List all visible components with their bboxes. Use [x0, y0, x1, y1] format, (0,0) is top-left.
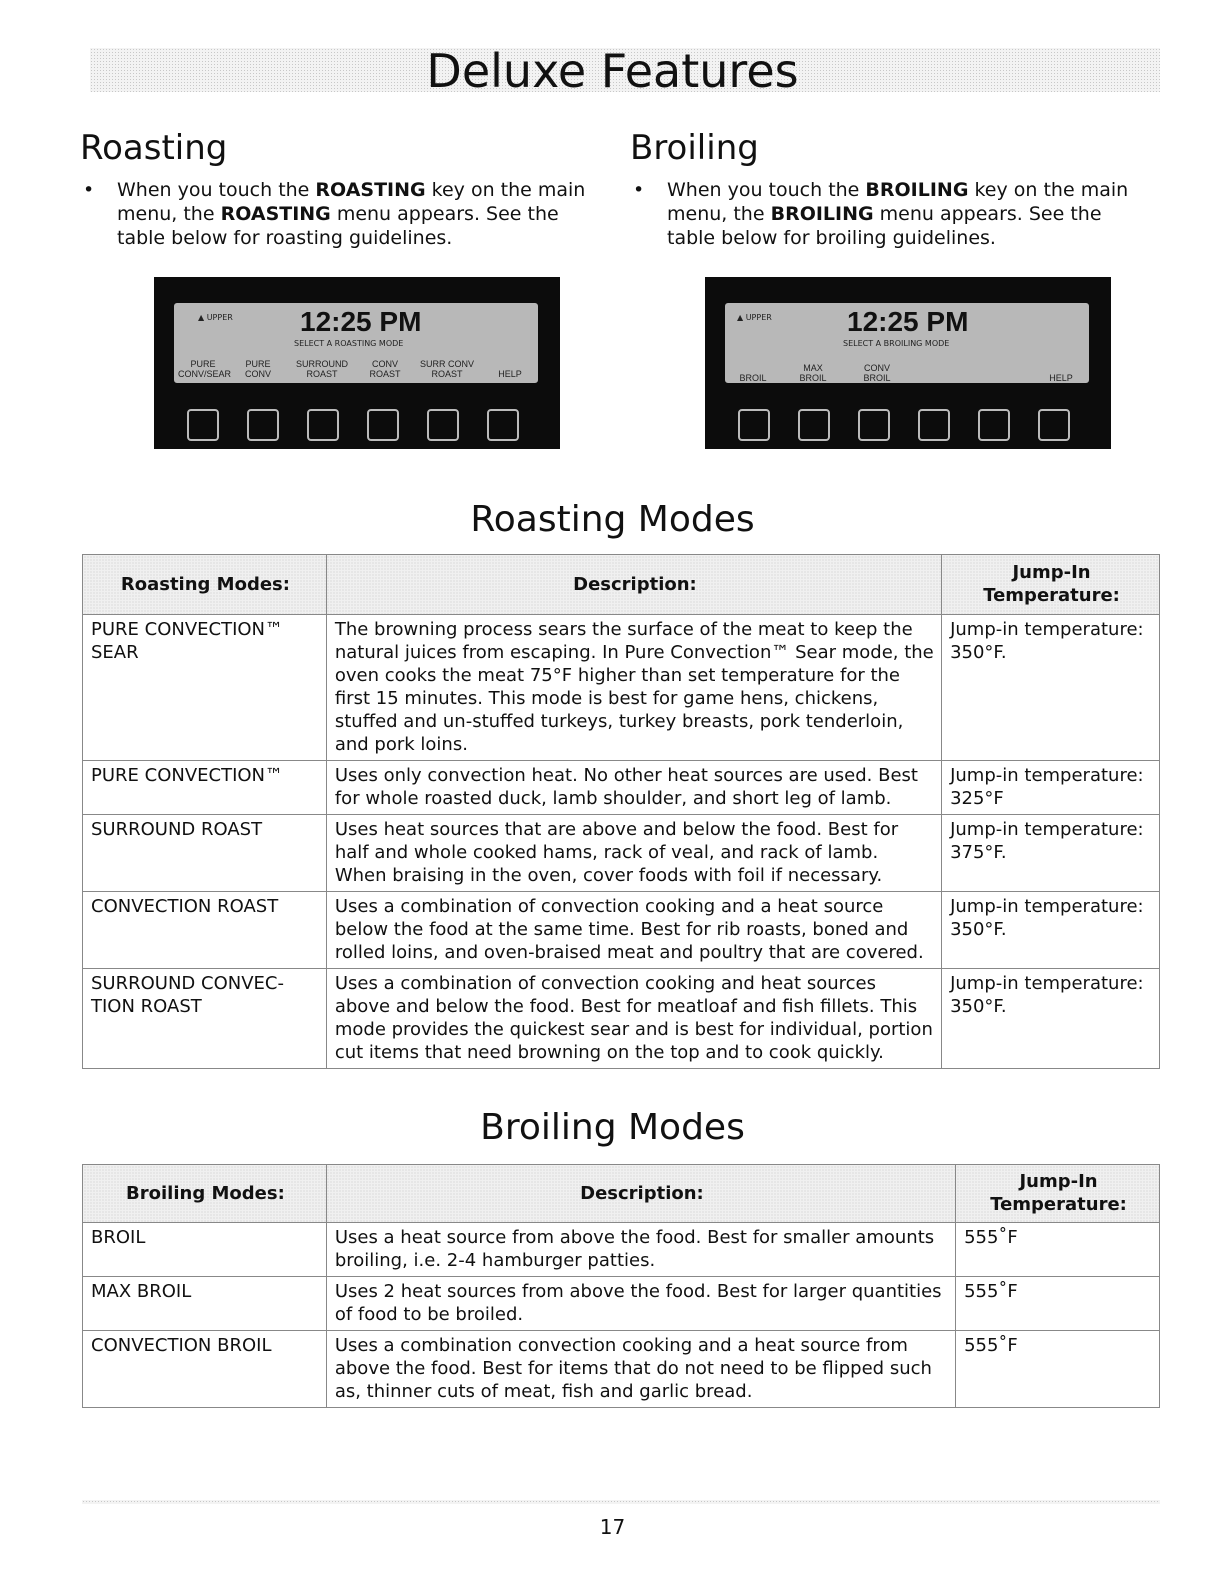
temperature-cell: 555˚F: [956, 1223, 1160, 1277]
upper-oven-indicator: ▲ UPPER: [198, 313, 233, 322]
softkey-button-6[interactable]: [1038, 409, 1070, 441]
column-header-description: Description:: [326, 555, 941, 615]
mode-cell: MAX BROIL: [83, 1277, 327, 1331]
mode-cell: CONVECTION ROAST: [83, 892, 327, 969]
roasting-control-panel: [154, 277, 560, 449]
description-cell: Uses only convection heat. No other heat sources are used. Best for whole roasted duck, lamb shoulder, and short leg of lamb.: [326, 761, 941, 815]
broiling-modes-table: [82, 1164, 1160, 1408]
table-row: [83, 761, 1160, 815]
table-row: [83, 1277, 1160, 1331]
page-title: Deluxe Features: [426, 44, 799, 98]
table-row: [83, 892, 1160, 969]
description-cell: Uses a combination of convection cooking and a heat source below the food at the same time. Best for rib roasts, boned and rolled loins, and oven-braised meat and poultry that are covered.: [326, 892, 941, 969]
description-cell: Uses 2 heat sources from above the food. Best for larger quantities of food to be broiled.: [326, 1277, 955, 1331]
column-header-mode: Broiling Modes:: [83, 1165, 327, 1223]
broiling-bullet: • When you touch the BROILING key on the main menu, the BROILING menu appears. See the table below for broiling guidelines.: [633, 179, 1129, 249]
table-row: [83, 615, 1160, 761]
table-row: [83, 969, 1160, 1069]
roasting-heading: Roasting: [80, 128, 228, 168]
bullet-dot-icon: •: [633, 179, 645, 201]
table-row: [83, 1331, 1160, 1408]
select-mode-prompt: SELECT A BROILING MODE: [843, 339, 950, 348]
roasting-modes-table: [82, 554, 1160, 1069]
column-header-mode: Roasting Modes:: [83, 555, 327, 615]
table-header-row: [83, 1165, 1160, 1223]
footer-divider: [82, 1500, 1160, 1504]
broiling-heading: Broiling: [630, 128, 759, 168]
softkey-label-conv-roast: CONV ROAST: [369, 359, 401, 379]
temperature-cell: Jump-in temperature: 350°F.: [942, 615, 1160, 761]
softkey-label-pure-conv: PURE CONV: [244, 359, 271, 379]
roasting-bullet: • When you touch the ROASTING key on the main menu, the ROASTING menu appears. See the table below for roasting guidelines.: [83, 179, 586, 249]
softkey-label-max-broil: MAX BROIL: [799, 363, 827, 383]
bullet-dot-icon: •: [83, 179, 95, 201]
description-cell: Uses a heat source from above the food. Best for smaller amounts broiling, i.e. 2-4 hamburger patties.: [326, 1223, 955, 1277]
mode-cell: SURROUND CONVEC- TION ROAST: [83, 969, 327, 1069]
mode-cell: PURE CONVECTION™: [83, 761, 327, 815]
description-cell: The browning process sears the surface of the meat to keep the natural juices from escaping. In Pure Convection™ Sear mode, the oven cooks the meat 75°F higher than set temperature for the first 15 minutes. This mode is best for game hens, chickens, stuffed and un-stuffed turkeys, turkey breasts, pork tenderloin, and pork loins.: [326, 615, 941, 761]
softkey-label-help: HELP: [498, 369, 522, 379]
select-mode-prompt: SELECT A ROASTING MODE: [294, 339, 404, 348]
softkey-label-help: HELP: [1049, 373, 1073, 383]
temperature-cell: Jump-in temperature: 350°F.: [942, 892, 1160, 969]
softkey-button-1[interactable]: [187, 409, 219, 441]
softkey-button-4[interactable]: [918, 409, 950, 441]
description-cell: Uses heat sources that are above and below the food. Best for half and whole cooked hams, rack of veal, and rack of lamb. When braising in the oven, cover foods with foil if necessary.: [326, 815, 941, 892]
roasting-modes-title: Roasting Modes: [470, 499, 755, 540]
temperature-cell: Jump-in temperature: 375°F.: [942, 815, 1160, 892]
softkey-button-2[interactable]: [798, 409, 830, 441]
softkey-button-2[interactable]: [247, 409, 279, 441]
temperature-cell: Jump-in temperature: 350°F.: [942, 969, 1160, 1069]
column-header-temperature: Jump-In Temperature:: [942, 555, 1160, 615]
table-header-row: [83, 555, 1160, 615]
column-header-temperature: Jump-In Temperature:: [956, 1165, 1160, 1223]
softkey-label-pure-conv-sear: PURE CONV/SEAR: [178, 359, 232, 379]
mode-cell: BROIL: [83, 1223, 327, 1277]
mode-cell: CONVECTION BROIL: [83, 1331, 327, 1408]
description-cell: Uses a combination of convection cooking and heat sources above and below the food. Best for meatloaf and fish fillets. This mode provides the quickest sear and is best for individual, portion cut items that need browning on the top and to cook quickly.: [326, 969, 941, 1069]
table-row: [83, 1223, 1160, 1277]
temperature-cell: 555˚F: [956, 1331, 1160, 1408]
page-number: 17: [599, 1515, 626, 1539]
roasting-display-screen: [174, 303, 538, 383]
softkey-label-surround-roast: SURROUND ROAST: [295, 359, 348, 379]
softkey-button-3[interactable]: [307, 409, 339, 441]
description-cell: Uses a combination convection cooking and a heat source from above the food. Best for items that do not need to be flipped such as, thinner cuts of meat, fish and garlic bread.: [326, 1331, 955, 1408]
temperature-cell: Jump-in temperature: 325°F: [942, 761, 1160, 815]
softkey-button-3[interactable]: [858, 409, 890, 441]
column-header-description: Description:: [326, 1165, 955, 1223]
softkey-button-6[interactable]: [487, 409, 519, 441]
softkey-button-4[interactable]: [367, 409, 399, 441]
softkey-button-5[interactable]: [427, 409, 459, 441]
clock-time: 12:25 PM: [847, 306, 969, 337]
broiling-modes-title: Broiling Modes: [480, 1107, 745, 1148]
mode-cell: SURROUND ROAST: [83, 815, 327, 892]
table-row: [83, 815, 1160, 892]
softkey-label-broil: BROIL: [739, 373, 767, 383]
broiling-control-panel: [705, 277, 1111, 449]
broiling-display-screen: [725, 303, 1089, 383]
temperature-cell: 555˚F: [956, 1277, 1160, 1331]
upper-oven-indicator: ▲ UPPER: [737, 313, 772, 322]
clock-time: 12:25 PM: [300, 306, 422, 337]
softkey-button-1[interactable]: [738, 409, 770, 441]
mode-cell: PURE CONVECTION™ SEAR: [83, 615, 327, 761]
softkey-label-surr-conv-roast: SURR CONV ROAST: [419, 359, 474, 379]
softkey-label-conv-broil: CONV BROIL: [863, 363, 891, 383]
softkey-button-5[interactable]: [978, 409, 1010, 441]
